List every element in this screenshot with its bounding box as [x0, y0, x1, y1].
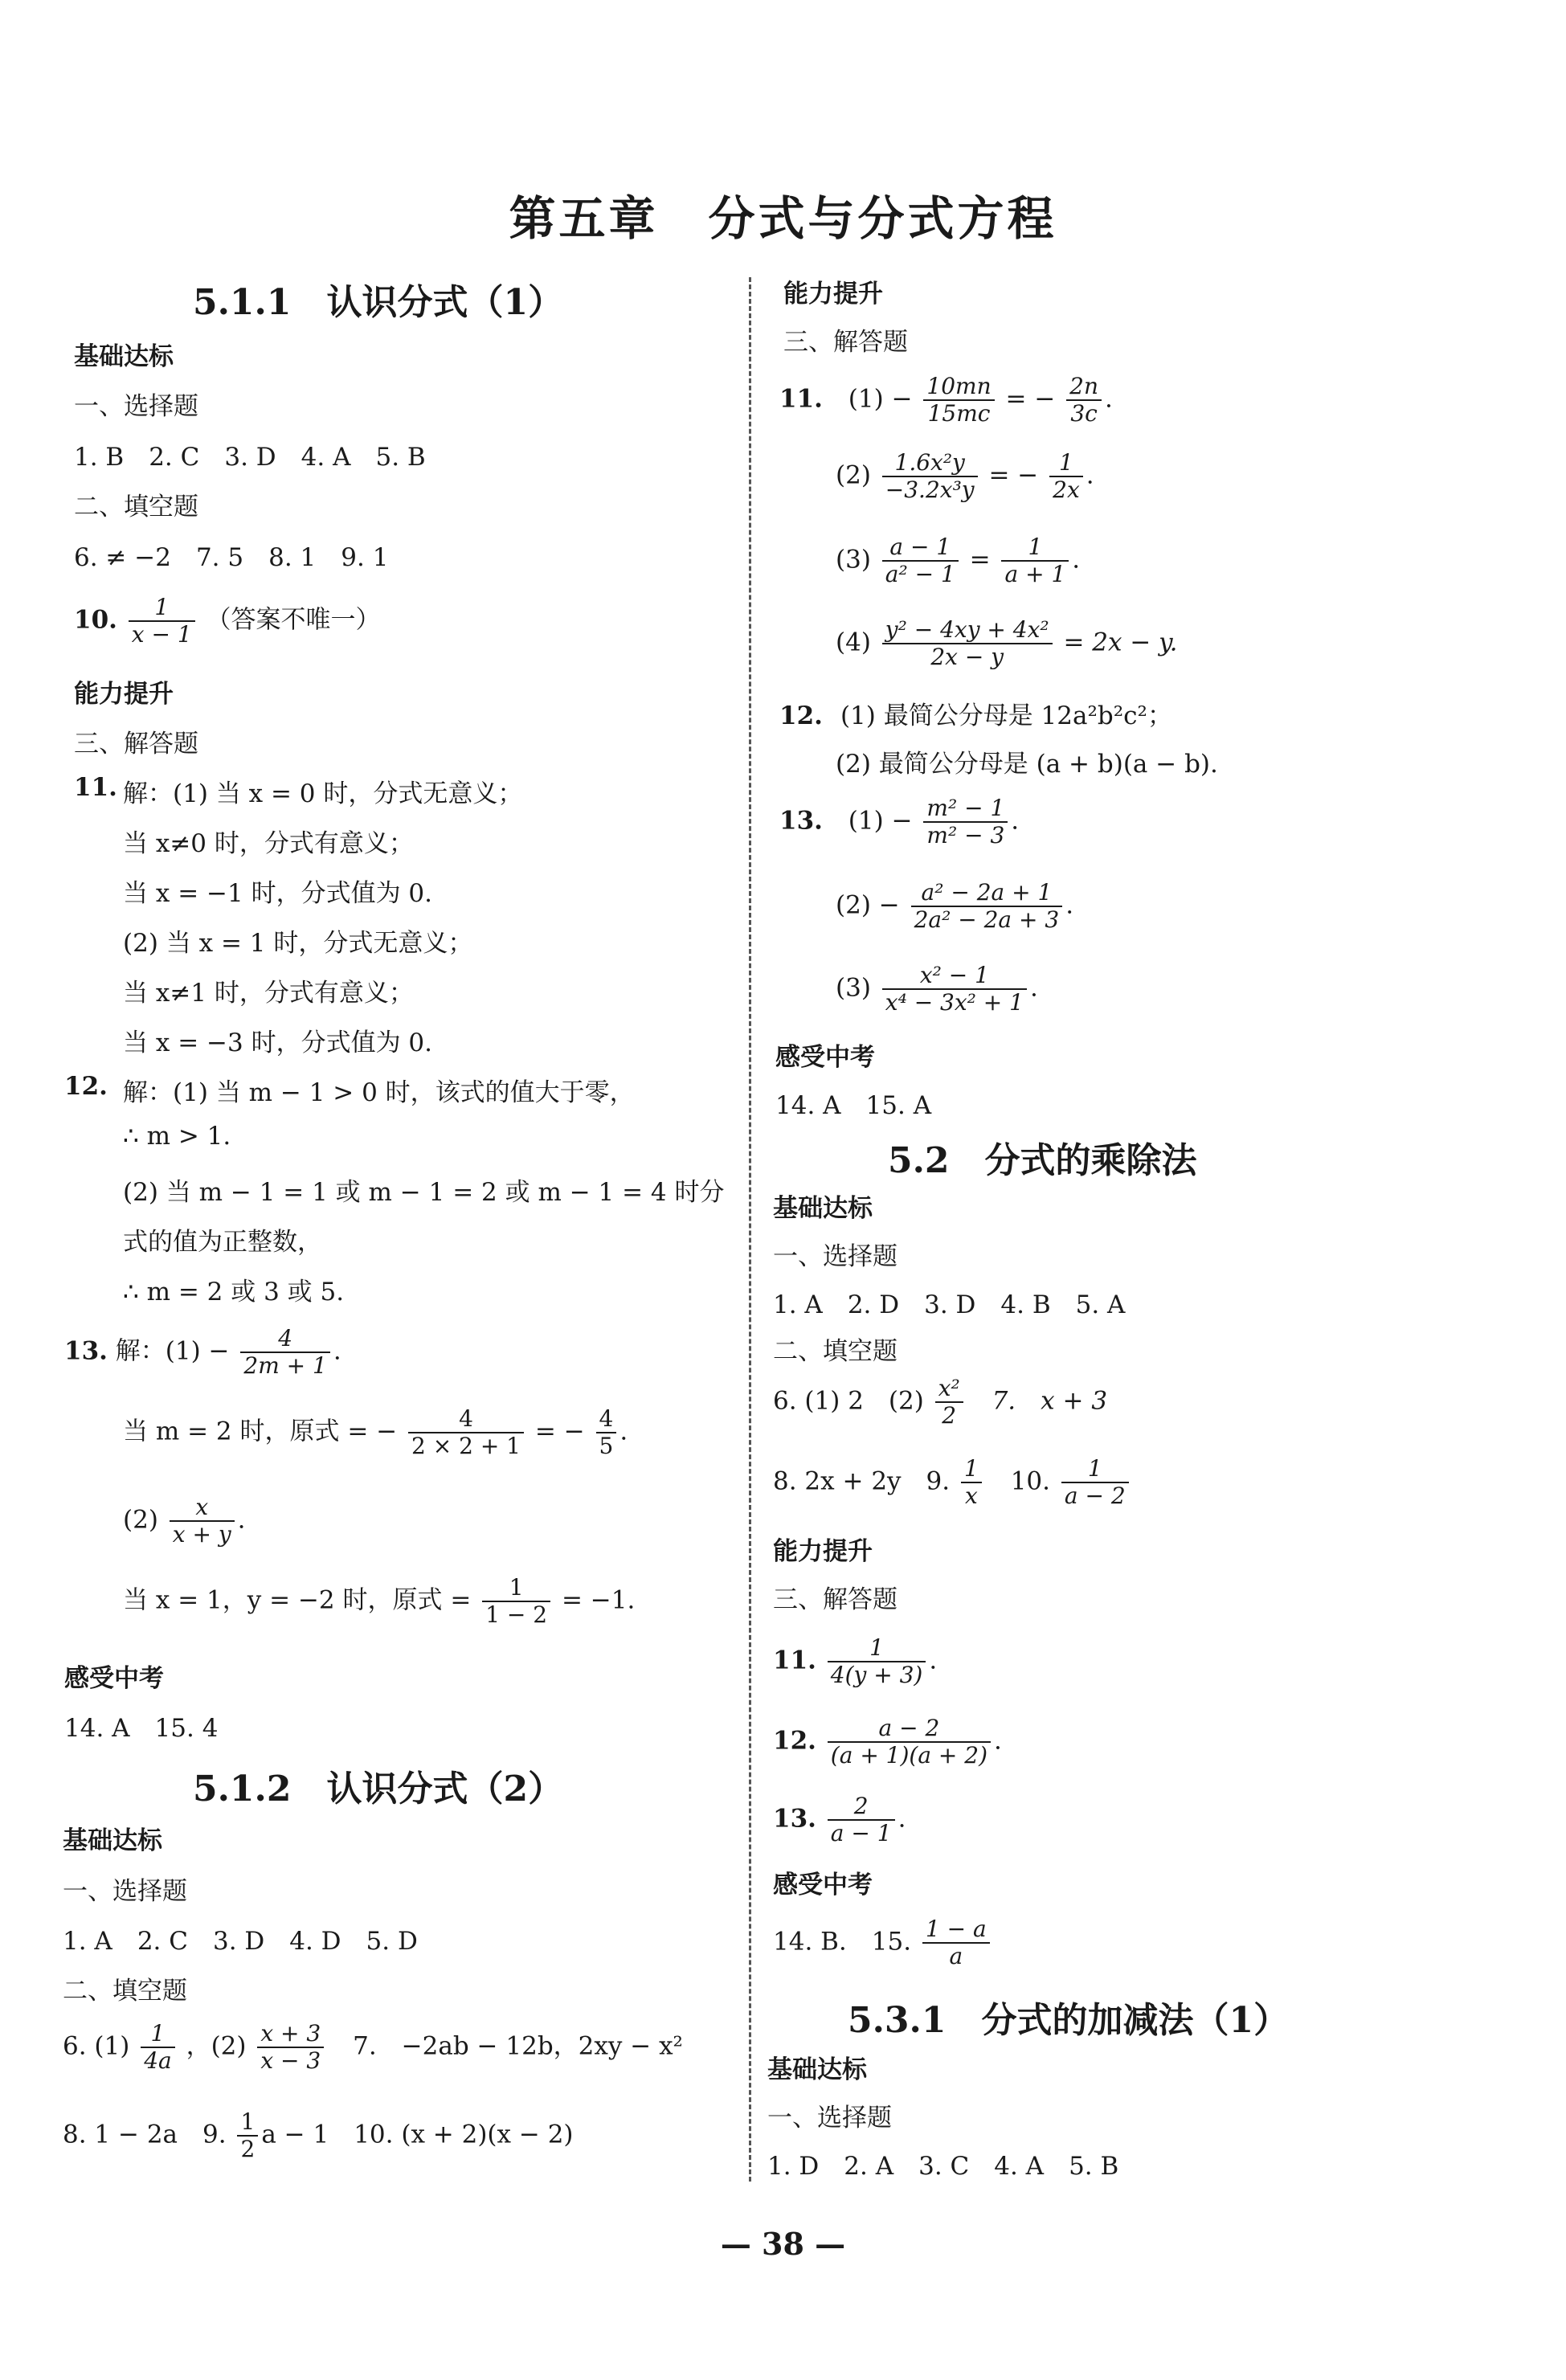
fraction: $\frac{\text{y² − 4xy + 4x²}}{2x - y}$ — [882, 617, 1053, 670]
fraction: $\frac{\text{a² − 2a + 1}}{\text{2a² − 2a + 3}}$ — [911, 880, 1063, 933]
q13-part3: (2) $\frac{x}{x + y}$ . — [123, 1494, 246, 1548]
fill-answers-8-10 — [63, 2109, 574, 2162]
note: （答案不唯一） — [206, 605, 381, 635]
heading-fill: 二、填空题 — [74, 493, 198, 521]
fraction: $\frac{x}{x + y}$ — [170, 1495, 235, 1548]
heading-basic: 基础达标 — [74, 342, 174, 371]
q12-line3: (2) 当 m − 1 = 1 或 m − 1 = 2 或 m − 1 = 4 时分 — [123, 1178, 725, 1207]
q13-b-mid: = − — [534, 1417, 585, 1446]
heading-solve: 三、解答题 — [74, 730, 198, 759]
heading-choice-4: 一、选择题 — [767, 2104, 892, 2133]
r-q12-line1 — [779, 695, 1172, 731]
q11b-mid: = − — [988, 460, 1039, 490]
q-number: 13. — [64, 1336, 108, 1366]
fraction: $\frac{a - 1}{\text{a² − 1}}$ — [882, 534, 959, 587]
q12-line1: 解：(1) 当 m − 1 > 0 时，该式的值大于零， — [123, 1078, 635, 1107]
q12-line4: 式的值为正整数， — [123, 1228, 322, 1257]
q13-prefix: 解：(1) − — [115, 1336, 230, 1366]
q13-d-prefix: 当 x = 1，y = −2 时，原式 = — [123, 1585, 472, 1615]
fraction: $\frac{10mn}{15mc}$ — [923, 374, 994, 427]
exam-answers: 14. A 15. 4 — [64, 1714, 219, 1743]
r-q13b: (2) − $\frac{\text{a² − 2a + 1}}{\text{2a² − 2a + 3}}$ . — [836, 879, 1074, 934]
heading-basic-4: 基础达标 — [767, 2055, 867, 2084]
section-title-5-3-1: 5.3.1 分式的加减法（1） — [848, 2000, 1290, 2041]
section-title-5-1-1: 5.1.1 认识分式（1） — [193, 282, 564, 323]
fraction: $\frac{1}{x - 1}$ — [129, 595, 195, 648]
fraction: $\frac{1}{2}$ — [237, 2109, 258, 2162]
fraction: $\frac{1}{1 - 2}$ — [482, 1575, 550, 1628]
fill-answers-3a — [773, 1376, 1107, 1429]
heading-exam-3: 感受中考 — [773, 1871, 873, 1900]
q13-c-prefix: (2) — [123, 1505, 158, 1535]
q14-15-label: 14. B. 15. — [773, 1927, 912, 1957]
fraction: $\frac{4}{5}$ — [596, 1406, 617, 1459]
fraction: $\frac{1}{a - 2}$ — [1061, 1456, 1129, 1509]
fraction: $\frac{4}{2m + 1}$ — [240, 1326, 329, 1379]
fill-answers: 6. ≠ −2 7. 5 8. 1 9. 1 — [74, 543, 389, 572]
r-q13c: (3) $\frac{\text{x² − 1}}{\text{x⁴ − 3x² + 1}}$ . — [836, 962, 1038, 1016]
fraction: $\frac{\text{x² − 1}}{\text{x⁴ − 3x² + 1}}$ — [882, 963, 1027, 1016]
q11-line5: 当 x≠1 时，分式有意义； — [123, 979, 414, 1008]
r-q11a: 11. (1) − $\frac{10mn}{15mc}$ = − $\frac{2n}{3c}$ . — [779, 373, 1113, 427]
q11-line6: 当 x = −3 时，分式值为 0. — [123, 1028, 433, 1057]
exam-answers-3 — [773, 1916, 993, 1969]
column-divider — [749, 277, 751, 2182]
q9-10-answer: a − 1 10. (x + 2)(x − 2) — [261, 2120, 574, 2149]
answer-10 — [74, 595, 381, 648]
q13-part1: 13. 解：(1) − $\frac{4}{2m + 1}$ . — [64, 1325, 341, 1380]
q13c-prefix: (3) — [836, 973, 871, 1003]
fraction: $\frac{1}{4a}$ — [141, 2021, 175, 2074]
fill-answers-6-7 — [63, 2021, 683, 2074]
q13-part4 — [123, 1575, 635, 1628]
r-q11b: (2) $\frac{\text{1.6x²y}}{\text{−3.2x³y}}$ = − $\frac{1}{2x}$ . — [836, 449, 1094, 504]
fraction: $\frac{x + 3}{x - 3}$ — [257, 2021, 324, 2074]
fraction: $\frac{1}{4(y + 3)}$ — [828, 1635, 926, 1688]
q11-line2: 当 x≠0 时，分式有意义； — [123, 829, 414, 858]
fraction: $\frac{1 - a}{a}$ — [922, 1916, 990, 1969]
q7-answer: 7. −2ab − 12b，2xy − x² — [353, 2031, 683, 2061]
q-number: 12. — [779, 701, 823, 730]
q11d-post: = 2x − y. — [1063, 628, 1178, 657]
q8-answer: 8. 1 − 2a 9. — [63, 2120, 227, 2149]
heading-fill-3: 二、填空题 — [773, 1337, 897, 1366]
heading-choice-3: 一、选择题 — [773, 1242, 897, 1271]
heading-solve-r: 三、解答题 — [783, 328, 908, 357]
q11a-mid: = − — [1005, 384, 1056, 414]
r3-q12: 12. $\frac{a - 2}{(a + 1)(a + 2)}$ . — [773, 1715, 1002, 1769]
fraction: $\frac{\text{x²}}{2}$ — [935, 1376, 963, 1429]
choice-answers: 1. B 2. C 3. D 4. A 5. B — [74, 443, 426, 472]
q12-number: 12. — [64, 1072, 108, 1101]
r3-q11: 11. $\frac{1}{4(y + 3)}$ . — [773, 1634, 938, 1689]
fraction: $\frac{4}{2 \times 2 + 1}$ — [408, 1406, 524, 1459]
q12-line5: ∴ m = 2 或 3 或 5. — [123, 1278, 345, 1307]
q11d-prefix: (4) — [836, 628, 871, 657]
q-number: 13. — [773, 1804, 816, 1834]
q13-b-prefix: 当 m = 2 时，原式 = − — [123, 1417, 398, 1446]
page-number: — 38 — — [720, 2226, 846, 2262]
fraction: $\frac{1}{a + 1}$ — [1001, 534, 1069, 587]
q11-line1: 解：(1) 当 x = 0 时，分式无意义； — [123, 779, 523, 808]
q-number: 11. — [773, 1646, 816, 1675]
heading-basic-3: 基础达标 — [773, 1194, 873, 1223]
r-q12-line2: (2) 最简公分母是 (a + b)(a − b). — [836, 750, 1218, 779]
exam-answers-r: 14. A 15. A — [775, 1091, 932, 1120]
q8-r-answer: 8. 2x + 2y 9. — [773, 1466, 951, 1496]
q-number: 10. — [74, 605, 117, 635]
q12-text1: (1) 最简公分母是 12a²b²c²； — [840, 701, 1172, 730]
heading-basic-2: 基础达标 — [63, 1826, 162, 1855]
heading-ability-r: 能力提升 — [783, 280, 883, 309]
q-number: 12. — [773, 1726, 816, 1756]
fraction: $\frac{\text{m² − 1}}{\text{m² − 3}}$ — [923, 795, 1008, 849]
choice-answers-4: 1. D 2. A 3. C 4. A 5. B — [767, 2152, 1119, 2181]
r-q11d — [836, 617, 1177, 670]
heading-ability: 能力提升 — [74, 680, 174, 709]
section-title-5-1-2: 5.1.2 认识分式（2） — [193, 1769, 564, 1810]
r3-q13: 13. $\frac{2}{a - 1}$ . — [773, 1793, 906, 1847]
q11c-mid: = — [969, 545, 991, 575]
q13a-prefix: (1) − — [848, 806, 913, 836]
heading-choice-2: 一、选择题 — [63, 1877, 187, 1906]
section-title-5-2: 5.2 分式的乘除法 — [888, 1140, 1197, 1181]
q7-r-answer: 7. x + 3 — [992, 1386, 1108, 1416]
q13-d-post: = −1. — [561, 1585, 636, 1615]
heading-exam: 感受中考 — [64, 1664, 164, 1693]
choice-answers-3: 1. A 2. D 3. D 4. B 5. A — [773, 1290, 1126, 1319]
q11a-prefix: (1) − — [848, 384, 913, 414]
q11-line4: (2) 当 x = 1 时，分式无意义； — [123, 929, 473, 958]
q-number: 11. — [779, 384, 823, 414]
fraction: $\frac{\text{1.6x²y}}{\text{−3.2x³y}}$ — [882, 450, 978, 503]
q13b-prefix: (2) − — [836, 890, 900, 920]
fraction: $\frac{2n}{3c}$ — [1066, 374, 1102, 427]
q12-line2: ∴ m > 1. — [123, 1122, 231, 1151]
fill-answers-3b — [773, 1456, 1132, 1509]
q6-mid: ，(2) — [186, 2031, 247, 2061]
fraction: $\frac{1}{x}$ — [961, 1456, 982, 1509]
q13-part2: 当 m = 2 时，原式 = − $\frac{4}{2 \times 2 + 1}$ = − $\frac{4}{5}$ . — [123, 1405, 628, 1460]
r-q11c: (3) $\frac{a - 1}{\text{a² − 1}}$ = $\frac{1}{a + 1}$ . — [836, 534, 1081, 588]
heading-fill-2: 二、填空题 — [63, 1977, 187, 2006]
q11c-prefix: (3) — [836, 545, 871, 575]
q6-prefix: 6. (1) — [63, 2031, 130, 2061]
heading-exam-r: 感受中考 — [775, 1043, 875, 1072]
q11-number: 11. — [74, 773, 117, 802]
q-number: 13. — [779, 806, 823, 836]
q6-r-prefix: 6. (1) 2 (2) — [773, 1386, 924, 1416]
heading-choice: 一、选择题 — [74, 392, 198, 421]
r-q13a: 13. (1) − $\frac{\text{m² − 1}}{\text{m² − 3}}$ . — [779, 795, 1020, 849]
q11b-prefix: (2) — [836, 460, 871, 490]
fraction: $\frac{a - 2}{(a + 1)(a + 2)}$ — [828, 1715, 991, 1769]
heading-ability-3: 能力提升 — [773, 1537, 873, 1566]
fraction: $\frac{1}{2x}$ — [1049, 450, 1083, 503]
heading-solve-3: 三、解答题 — [773, 1585, 897, 1614]
q10-r-label: 10. — [1010, 1466, 1050, 1496]
q11-line3: 当 x = −1 时，分式值为 0. — [123, 879, 433, 908]
choice-answers-2: 1. A 2. C 3. D 4. D 5. D — [63, 1927, 418, 1956]
chapter-title: 第五章 分式与分式方程 — [509, 191, 1057, 246]
fraction: $\frac{2}{a - 1}$ — [828, 1793, 895, 1846]
